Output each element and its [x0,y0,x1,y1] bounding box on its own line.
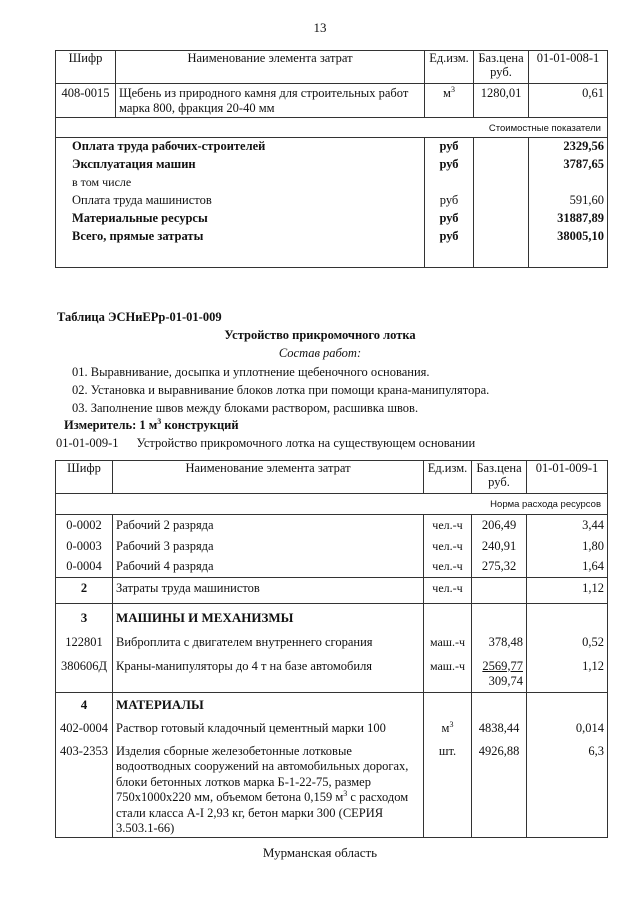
row-name-line1: Щебень из природного камня для строительных работ [119,86,409,100]
row-unit: чел.-ч [424,536,472,557]
row-code: 0-0003 [56,536,113,557]
row-name-line: водоотводных сооружений на автомобильных дорогах, [116,759,409,773]
header-price-line1: Баз.цена [476,461,522,475]
cost-unit [425,174,474,192]
cost-label: Оплата труда рабочих-строителей [56,138,425,156]
section-code: 3 [56,604,113,631]
row-name: Рабочий 2 разряда [113,515,424,536]
empty-cell [527,693,608,717]
cost-label: Оплата труда машинистов [56,192,425,210]
section-heading: Устройство прикромочного лотка [224,328,416,342]
row-name: Затраты труда машинистов [113,578,424,604]
row-code: 380606Д [56,655,113,693]
table-row [56,84,608,118]
row-name [116,84,425,118]
row-unit: маш.-ч [424,631,472,655]
row-unit [425,84,474,118]
cost-price-empty [474,228,529,268]
row-code: 122801 [56,631,113,655]
section-code: 4 [56,693,113,717]
cost-row [56,156,608,174]
cost-unit: руб [425,210,474,228]
cost-value [529,174,608,192]
header-code: Шифр [56,461,113,494]
cost-value: 31887,89 [529,210,608,228]
row-value: 1,12 [527,655,608,693]
section-label-row [56,118,608,138]
header-unit: Ед.изм. [424,461,472,494]
measure-line [64,418,239,433]
row-name-line-tail: с расходом [347,790,409,804]
cost-row [56,228,608,268]
row-unit: чел.-ч [424,515,472,536]
row-name-line: стали класса А-I 2,93 кг, бетон марки 300 (СЕРИЯ [116,805,384,820]
row-unit: шт. [424,741,472,838]
row-code: 402-0004 [56,717,113,741]
page-number: 13 [313,20,327,35]
price-primary: 2569,77 [482,658,523,673]
row-name: Виброплита с двигателем внутреннего сгорания [113,631,424,655]
row-price: 4838,44 [472,717,527,741]
cost-label: Материальные ресурсы [56,210,425,228]
cost-label: Всего, прямые затраты [56,228,425,268]
cost-label: в том числе [56,174,425,192]
row-value: 3,44 [527,515,608,536]
machines-section-row [56,604,608,631]
cost-price-empty [474,174,529,192]
row-price: 1280,01 [474,84,529,118]
header-name: Наименование элемента затрат [113,461,424,494]
cost-row [56,192,608,210]
work-item: 03. Заполнение швов между блоками раствором, расшивка швов. [72,401,419,415]
cost-value: 3787,65 [529,156,608,174]
row-price [472,655,527,693]
cost-value: 38005,10 [529,228,608,268]
measure-prefix: Измеритель: 1 м [64,418,158,432]
measure-superscript: 3 [157,416,162,426]
header-norm: 01-01-009-1 [527,461,608,494]
unit-text: м [443,86,451,100]
header-unit: Ед.изм. [425,51,474,84]
row-value: 1,64 [527,557,608,578]
table-header-row [56,51,608,84]
row-unit [424,717,472,741]
table-row [56,631,608,655]
table-row [56,741,608,838]
unit-superscript: 3 [450,84,455,94]
cost-unit: руб [425,138,474,156]
table-row [56,655,608,693]
row-name: Рабочий 3 разряда [113,536,424,557]
materials-section-row [56,693,608,717]
row-price: 4926,88 [472,741,527,838]
measure-suffix: конструкций [161,418,239,432]
row-value: 1,80 [527,536,608,557]
row-unit: маш.-ч [424,655,472,693]
work-item: 01. Выравнивание, досыпка и уплотнение щебеночного основания. [72,365,430,379]
row-code: 2 [56,578,113,604]
row-code: 408-0015 [56,84,116,118]
unit-superscript: 3 [449,719,454,729]
empty-cell [424,693,472,717]
cost-table-01-01-008 [55,50,608,268]
table-row [56,557,608,578]
table-row [56,717,608,741]
row-price: 206,49 [472,515,527,536]
cost-price-empty [474,138,529,156]
row-name-line2: марка 800, фракция 20-40 мм [119,101,275,115]
row-name-line-text: 750х1000х220 мм, объемом бетона 0,159 м [116,790,344,804]
row-value: 1,12 [527,578,608,604]
cost-price-empty [474,192,529,210]
row-price [472,578,527,604]
row-name: Раствор готовый кладочный цементный марки 100 [113,717,424,741]
header-price-line1: Баз.цена [478,51,524,65]
row-name: Рабочий 4 разряда [113,557,424,578]
price-secondary: 309,74 [488,673,523,688]
cost-row [56,174,608,192]
row-price: 378,48 [472,631,527,655]
footer-region: Мурманская область [262,845,378,860]
row-unit: чел.-ч [424,557,472,578]
machinist-row [56,578,608,604]
row-name-line: 3.503.1-66) [116,821,175,835]
table-header-row [56,461,608,494]
cost-price-empty [474,156,529,174]
section-label: Норма расхода ресурсов [56,494,608,515]
section-label: Стоимостные показатели [56,118,608,138]
cost-row [56,210,608,228]
row-code: 403-2353 [56,741,113,838]
section-title: МАШИНЫ И МЕХАНИЗМЫ [113,604,424,631]
row-name-line: блоки бетонных лотков марка Б-1-22-75, размер [116,774,371,789]
empty-cell [472,604,527,631]
cost-value: 591,60 [529,192,608,210]
norm-line [56,436,475,451]
row-name-line: Изделия сборные железобетонные лотковые [116,743,352,758]
row-value: 0,61 [529,84,608,118]
row-code: 0-0002 [56,515,113,536]
row-value: 0,52 [527,631,608,655]
table-row [56,515,608,536]
cost-label: Эксплуатация машин [56,156,425,174]
section-title: МАТЕРИАЛЫ [113,693,424,717]
empty-cell [472,693,527,717]
cost-unit: руб [425,156,474,174]
header-price [472,461,527,494]
unit-text: м [441,721,450,735]
row-name: Краны-манипуляторы до 4 т на базе автомобиля [113,655,424,693]
header-price-line2: руб. [488,475,510,489]
row-unit: чел.-ч [424,578,472,604]
empty-cell [424,604,472,631]
row-code: 0-0004 [56,557,113,578]
row-name [113,741,424,838]
header-price [474,51,529,84]
header-price-line2: руб. [490,65,512,79]
header-code: Шифр [56,51,116,84]
row-price: 240,91 [472,536,527,557]
norm-code: 01-01-009-1 [56,436,119,450]
table-title: Таблица ЭСНиЕРр-01-01-009 [57,310,222,324]
empty-cell [527,604,608,631]
cost-unit: руб [425,192,474,210]
row-name-line [116,790,420,806]
header-name: Наименование элемента затрат [116,51,425,84]
row-price: 275,32 [472,557,527,578]
row-value: 6,3 [527,741,608,838]
work-composition-heading: Состав работ: [278,346,362,360]
cost-value: 2329,56 [529,138,608,156]
row-value: 0,014 [527,717,608,741]
section-label-row [56,494,608,515]
cost-row [56,138,608,156]
table-row [56,536,608,557]
resource-table-01-01-009 [55,460,608,838]
cost-unit: руб [425,228,474,268]
norm-name: Устройство прикромочного лотка на существующем основании [136,436,476,450]
work-item: 02. Установка и выравнивание блоков лотка при помощи крана-манипулятора. [72,383,490,397]
cost-price-empty [474,210,529,228]
superscript: 3 [343,788,348,798]
header-norm: 01-01-008-1 [529,51,608,84]
